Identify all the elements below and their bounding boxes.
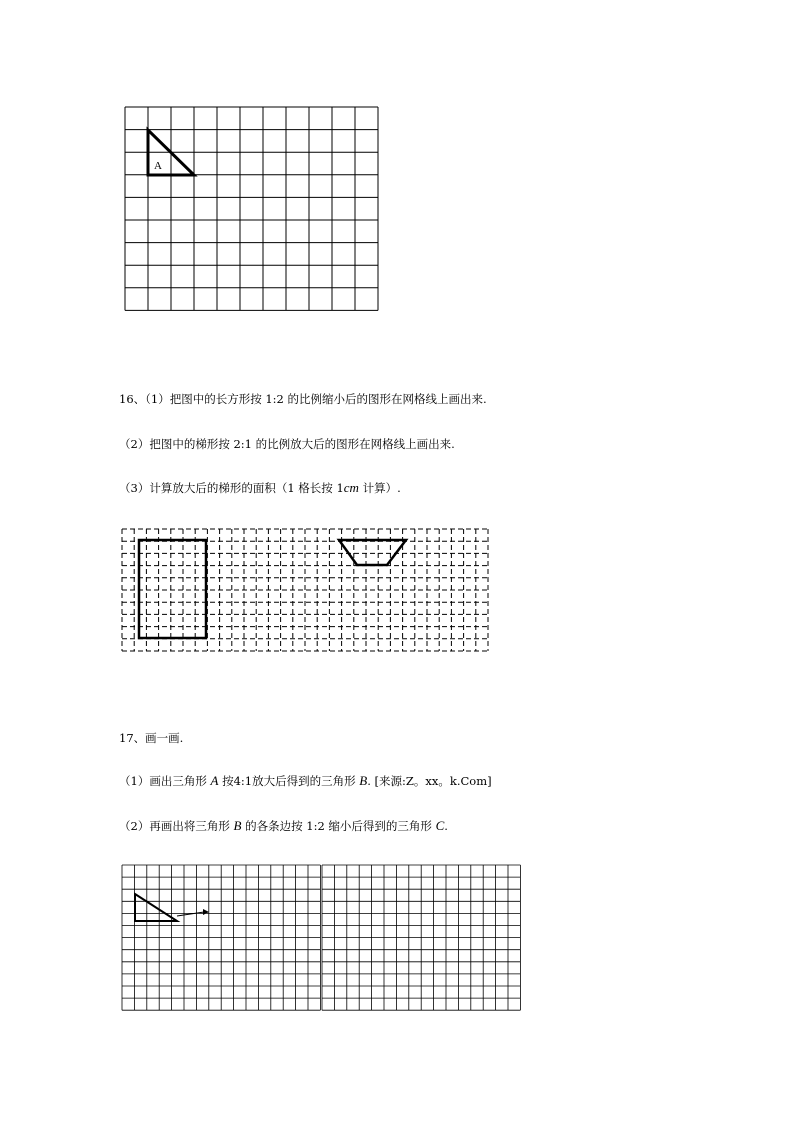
q17-line1-suffix: . [来源:Z。xx。k.Com] (367, 774, 492, 788)
var-b: B (359, 773, 368, 788)
q16-line3-suffix: 计算）. (358, 481, 401, 495)
var-c: C (435, 818, 445, 833)
q17-line1-prefix: （1）画出三角形 (119, 774, 211, 788)
q16-line2: （2）把图中的梯形按 2:1 的比例放大后的图形在网格线上画出来. (119, 437, 455, 451)
q16-line1: 16、（1）把图中的长方形按 1:2 的比例缩小后的图形在网格线上画出来. (119, 392, 487, 406)
q17-line2-mid: 的各条边按 1:2 缩小后得到的三角形 (241, 819, 436, 833)
q17-line2-suffix: . (444, 819, 448, 833)
q17-line2-prefix: （2）再画出将三角形 (119, 819, 234, 833)
var-a: A (210, 773, 219, 788)
q16-line3-prefix: （3）计算放大后的梯形的面积（1 格长按 1 (119, 481, 344, 495)
triangle-small (135, 894, 177, 921)
triangle-a-label: A (154, 160, 162, 172)
q17-title: 17、画一画. (119, 731, 184, 745)
var-b: B (233, 818, 242, 833)
q16-line3-unit: cm (343, 480, 359, 495)
arrow-head-icon (203, 909, 209, 915)
arrow-line (177, 912, 204, 916)
q17-line1-mid: 按4:1放大后得到的三角形 (218, 774, 360, 788)
